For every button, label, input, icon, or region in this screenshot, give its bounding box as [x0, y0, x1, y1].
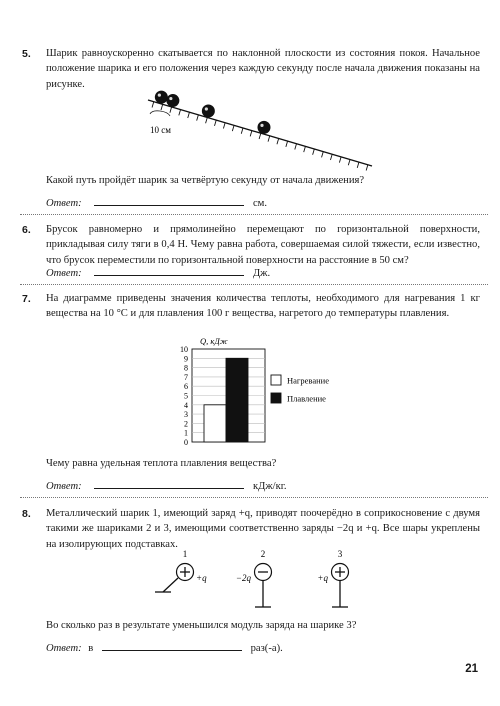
legend-label: Нагревание — [287, 375, 329, 386]
answer-label: Ответ: — [46, 198, 82, 209]
incline-figure — [140, 88, 380, 174]
tick-mark — [313, 149, 315, 155]
question-8-prompt: Во сколько раз в результате уменьшился модуль заряда на шарике 3? — [46, 620, 357, 631]
answer-unit: см. — [252, 198, 268, 209]
y-tick-label: 9 — [184, 354, 188, 364]
answer-unit: раз(-а). — [250, 643, 283, 654]
tick-mark — [188, 112, 190, 118]
tick-mark — [206, 117, 208, 123]
y-tick-label: 1 — [184, 428, 188, 438]
answer-label: Ответ: — [46, 268, 82, 279]
y-tick-labels — [180, 345, 188, 447]
answer-field[interactable] — [102, 640, 242, 651]
tick-mark — [268, 136, 270, 142]
ball-highlight — [158, 94, 161, 97]
tick-mark — [357, 162, 359, 168]
ball-2-number: 2 — [260, 549, 266, 559]
ball-1 — [155, 549, 207, 592]
separator — [20, 214, 488, 215]
ball-position-0 — [155, 91, 168, 104]
ball-position-1 — [166, 94, 179, 107]
separator — [20, 284, 488, 285]
tick-mark — [348, 160, 350, 166]
y-tick-label: 10 — [180, 345, 188, 354]
ball-2 — [236, 549, 272, 607]
tick-mark — [223, 123, 225, 129]
question-7-text: На диаграмме приведены значения количества теплоты, необходимого для нагревания 1 кг вещества на 10 °С и для плавления 100 г вещества, нагретого до температуры плавления. — [46, 293, 480, 320]
tick-mark — [152, 102, 154, 108]
question-5-number: 5. — [22, 48, 31, 60]
question-7-answer-row — [46, 478, 287, 492]
answer-unit: Дж. — [252, 268, 271, 279]
question-5-text: Шарик равноускоренно скатывается по наклонной плоскости из состояния покоя. Начальное положение шарика и его положения через каждую секунду после начала движения показаны на рисунке. — [46, 48, 480, 90]
tick-mark — [179, 110, 181, 116]
question-6-number: 6. — [22, 224, 31, 236]
scale-label: 10 см — [150, 125, 171, 135]
answer-field[interactable] — [94, 478, 244, 489]
question-5-prompt: Какой путь пройдёт шарик за четвёртую секунду от начала движения? — [46, 175, 365, 186]
separator — [20, 497, 488, 498]
answer-prefix: в — [88, 643, 94, 654]
y-tick-label: 2 — [184, 419, 188, 429]
scale-bracket — [150, 111, 170, 116]
page-number: 21 — [465, 663, 478, 675]
tick-mark — [250, 131, 252, 137]
ball-2-charge: −2q — [235, 573, 251, 583]
question-7-prompt: Чему равна удельная теплота плавления вещества? — [46, 458, 277, 469]
bar-melting — [226, 358, 248, 442]
ball-1-stand — [163, 578, 178, 592]
tick-mark — [170, 107, 172, 113]
y-axis-label: Q, кДж — [200, 336, 228, 346]
chart-legend — [271, 375, 329, 404]
y-tick-label: 6 — [184, 382, 188, 392]
tick-mark — [330, 154, 332, 160]
tick-mark — [366, 165, 368, 171]
ball-1-charge: +q — [196, 573, 207, 583]
tick-mark — [277, 138, 279, 144]
ball-positions — [155, 91, 271, 134]
tick-mark — [259, 133, 261, 139]
ramp-line — [148, 100, 372, 166]
question-7-number: 7. — [22, 293, 31, 305]
ball-highlight — [205, 107, 208, 110]
answer-label: Ответ: — [46, 481, 82, 492]
charged-balls-figure — [150, 548, 370, 614]
y-tick-label: 7 — [184, 372, 188, 382]
answer-field[interactable] — [94, 265, 244, 276]
tick-mark — [286, 141, 288, 147]
answer-label: Ответ: — [46, 643, 82, 654]
inclined-plane — [148, 100, 372, 166]
y-tick-label: 0 — [184, 438, 188, 447]
answer-unit: кДж/кг. — [252, 481, 287, 492]
question-6-text: Брусок равномерно и прямолинейно перемещают по горизонтальной поверхности, прикладывая силу тяги в 0,4 Н. Чему равна работа, совершаемая силой тяжести, если известно, что брусок переместили по горизонтальной поверхности на расстояние в 50 см? — [46, 224, 480, 266]
question-5-answer-row — [46, 195, 267, 209]
question-8-text: Металлический шарик 1, имеющий заряд +q, приводят поочерёдно в соприкосновение с двумя такими же шариками 2 и 3, имеющими соответственно заряды −2q и +q. Все шары укреплены на изолирующих подставках. — [46, 508, 480, 550]
ball-3-charge: +q — [317, 573, 328, 583]
ball-position-2 — [202, 105, 215, 118]
tick-mark — [295, 144, 297, 150]
question-6-answer-row — [46, 265, 270, 279]
tick-mark — [304, 146, 306, 152]
tick-mark — [339, 157, 341, 163]
ball-1-number: 1 — [182, 549, 188, 559]
y-tick-label: 5 — [184, 391, 188, 401]
ramp-ticks — [152, 102, 368, 171]
tick-mark — [215, 120, 217, 126]
tick-mark — [241, 128, 243, 134]
ball-3 — [317, 549, 348, 607]
legend-label: Плавление — [287, 393, 326, 404]
legend-swatch — [271, 393, 281, 403]
question-8-number: 8. — [22, 508, 31, 520]
y-tick-label: 3 — [184, 410, 188, 420]
tick-mark — [161, 104, 163, 110]
ball-highlight — [169, 97, 172, 100]
bar-heating — [204, 405, 226, 442]
ball-highlight — [260, 124, 263, 127]
heat-chart — [170, 335, 370, 447]
answer-field[interactable] — [94, 195, 244, 206]
question-8-answer-row — [46, 640, 283, 654]
tick-mark — [232, 125, 234, 131]
ball-3-number: 3 — [337, 549, 343, 559]
tick-mark — [322, 152, 324, 158]
y-tick-label: 4 — [184, 400, 188, 410]
y-tick-label: 8 — [184, 363, 188, 373]
legend-swatch — [271, 375, 281, 385]
tick-mark — [197, 115, 199, 121]
ball-position-3 — [257, 121, 270, 134]
